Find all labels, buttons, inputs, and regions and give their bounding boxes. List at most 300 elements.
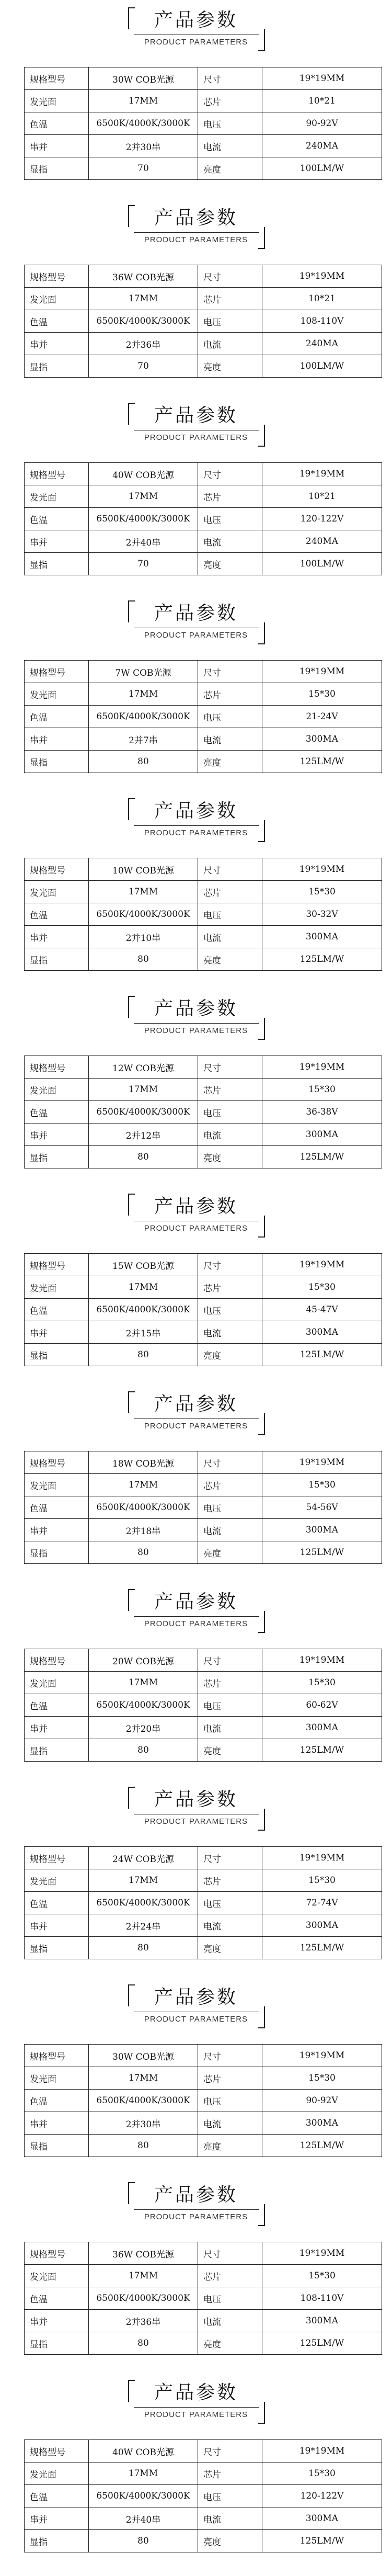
table-row [25, 355, 382, 378]
label-chip: 芯片 [198, 288, 262, 310]
value-efficacy: 125LM/W [262, 1344, 382, 1366]
value-model: 24W COB光源 [89, 1847, 198, 1869]
label-cri: 显指 [25, 1344, 89, 1366]
value-current: 240MA [262, 530, 382, 553]
value-cri: 80 [89, 1344, 198, 1366]
section-subtitle: PRODUCT PARAMETERS [144, 631, 248, 640]
section-title: 产品参数 [154, 9, 238, 31]
value-voltage: 72-74V [262, 1892, 382, 1914]
value-cct: 6500K/4000K/3000K [89, 903, 198, 926]
value-current: 240MA [262, 333, 382, 355]
value-cct: 6500K/4000K/3000K [89, 1101, 198, 1124]
table-row [25, 1299, 382, 1321]
value-model: 40W COB光源 [89, 463, 198, 485]
value-surface: 17MM [89, 1869, 198, 1892]
label-series: 串并 [25, 926, 89, 948]
label-chip: 芯片 [198, 1474, 262, 1496]
section-subtitle: PRODUCT PARAMETERS [144, 1026, 248, 1035]
value-cri: 80 [89, 2332, 198, 2355]
label-voltage: 电压 [198, 2485, 262, 2507]
spec-table [24, 2044, 382, 2157]
label-efficacy: 亮度 [198, 948, 262, 971]
table-row [25, 90, 382, 112]
value-cri: 80 [89, 2135, 198, 2157]
table-row [25, 553, 382, 575]
value-chip: 15*30 [262, 683, 382, 706]
value-surface: 17MM [89, 881, 198, 903]
label-cri: 显指 [25, 553, 89, 575]
label-cri: 显指 [25, 355, 89, 378]
table-row [25, 2462, 382, 2485]
parameter-section [0, 593, 392, 791]
label-voltage: 电压 [198, 310, 262, 333]
table-row [25, 2287, 382, 2310]
parameter-section [0, 989, 392, 1186]
label-series: 串并 [25, 2112, 89, 2135]
value-current: 300MA [262, 1717, 382, 1739]
label-cri: 显指 [25, 1541, 89, 1564]
label-cct: 色温 [25, 2090, 89, 2112]
value-cct: 6500K/4000K/3000K [89, 1496, 198, 1519]
label-efficacy: 亮度 [198, 355, 262, 378]
label-voltage: 电压 [198, 1101, 262, 1124]
value-series: 2并12串 [89, 1124, 198, 1146]
label-model: 规格型号 [25, 1649, 89, 1672]
value-voltage: 21-24V [262, 706, 382, 728]
value-current: 300MA [262, 2112, 382, 2135]
value-cri: 80 [89, 948, 198, 971]
value-efficacy: 100LM/W [262, 157, 382, 180]
table-row [25, 1541, 382, 1564]
section-subtitle: PRODUCT PARAMETERS [144, 38, 248, 47]
label-series: 串并 [25, 1717, 89, 1739]
table-row [25, 1321, 382, 1344]
label-cri: 显指 [25, 2135, 89, 2157]
value-size: 19*19MM [262, 1451, 382, 1474]
value-size: 19*19MM [262, 2242, 382, 2265]
parameter-section [0, 0, 392, 198]
section-header [0, 1589, 392, 1636]
value-series: 2并36串 [89, 333, 198, 355]
value-surface: 17MM [89, 683, 198, 706]
table-row [25, 1276, 382, 1299]
label-series: 串并 [25, 728, 89, 751]
value-voltage: 36-38V [262, 1101, 382, 1124]
label-surface: 发光面 [25, 2462, 89, 2485]
value-series: 2并18串 [89, 1519, 198, 1541]
value-cct: 6500K/4000K/3000K [89, 310, 198, 333]
value-series: 2并24串 [89, 1914, 198, 1937]
label-model: 规格型号 [25, 265, 89, 288]
label-cri: 显指 [25, 2530, 89, 2552]
value-cri: 80 [89, 751, 198, 773]
value-cri: 70 [89, 553, 198, 575]
label-current: 电流 [198, 1124, 262, 1146]
value-voltage: 120-122V [262, 2485, 382, 2507]
section-subtitle: PRODUCT PARAMETERS [144, 433, 248, 442]
label-chip: 芯片 [198, 881, 262, 903]
value-cct: 6500K/4000K/3000K [89, 706, 198, 728]
value-cri: 80 [89, 1146, 198, 1168]
section-title: 产品参数 [154, 1393, 238, 1415]
section-subtitle: PRODUCT PARAMETERS [144, 2015, 248, 2024]
spec-table [24, 462, 382, 575]
label-chip: 芯片 [198, 683, 262, 706]
section-header [0, 2182, 392, 2229]
value-efficacy: 100LM/W [262, 553, 382, 575]
parameter-section [0, 1384, 392, 1582]
value-cct: 6500K/4000K/3000K [89, 112, 198, 135]
section-header [0, 600, 392, 648]
label-surface: 发光面 [25, 485, 89, 508]
label-current: 电流 [198, 333, 262, 355]
label-voltage: 电压 [198, 1496, 262, 1519]
table-row [25, 1451, 382, 1474]
value-series: 2并15串 [89, 1321, 198, 1344]
label-model: 规格型号 [25, 67, 89, 90]
value-surface: 17MM [89, 1474, 198, 1496]
spec-table [24, 1846, 382, 1959]
table-row [25, 948, 382, 971]
label-current: 电流 [198, 1717, 262, 1739]
table-row [25, 881, 382, 903]
value-surface: 17MM [89, 1276, 198, 1299]
table-row [25, 2485, 382, 2507]
value-series: 2并7串 [89, 728, 198, 751]
value-current: 300MA [262, 2310, 382, 2332]
value-model: 36W COB光源 [89, 2242, 198, 2265]
value-voltage: 120-122V [262, 508, 382, 530]
section-subtitle: PRODUCT PARAMETERS [144, 235, 248, 244]
table-row [25, 1496, 382, 1519]
value-cri: 80 [89, 1739, 198, 1762]
table-row [25, 706, 382, 728]
value-model: 15W COB光源 [89, 1254, 198, 1276]
table-row [25, 1892, 382, 1914]
label-cct: 色温 [25, 1299, 89, 1321]
section-title: 产品参数 [154, 1789, 238, 1810]
value-series: 2并40串 [89, 2507, 198, 2530]
table-row [25, 1474, 382, 1496]
value-efficacy: 125LM/W [262, 751, 382, 773]
section-subtitle: PRODUCT PARAMETERS [144, 1422, 248, 1431]
label-size: 尺寸 [198, 265, 262, 288]
value-cct: 6500K/4000K/3000K [89, 1892, 198, 1914]
value-current: 300MA [262, 1124, 382, 1146]
table-row [25, 1869, 382, 1892]
value-size: 19*19MM [262, 661, 382, 683]
section-header [0, 2380, 392, 2427]
label-series: 串并 [25, 1321, 89, 1344]
label-cri: 显指 [25, 948, 89, 971]
label-chip: 芯片 [198, 1276, 262, 1299]
value-efficacy: 125LM/W [262, 2135, 382, 2157]
table-row [25, 67, 382, 90]
value-voltage: 54-56V [262, 1496, 382, 1519]
parameter-section [0, 395, 392, 593]
value-cct: 6500K/4000K/3000K [89, 2287, 198, 2310]
label-model: 规格型号 [25, 661, 89, 683]
label-surface: 发光面 [25, 2067, 89, 2090]
spec-table [24, 858, 382, 971]
value-size: 19*19MM [262, 265, 382, 288]
table-row [25, 265, 382, 288]
label-efficacy: 亮度 [198, 2530, 262, 2552]
value-efficacy: 100LM/W [262, 355, 382, 378]
table-row [25, 926, 382, 948]
section-title: 产品参数 [154, 1987, 238, 2008]
label-voltage: 电压 [198, 1892, 262, 1914]
label-size: 尺寸 [198, 661, 262, 683]
label-chip: 芯片 [198, 1079, 262, 1101]
value-cct: 6500K/4000K/3000K [89, 1299, 198, 1321]
table-row [25, 1937, 382, 1959]
section-header [0, 205, 392, 252]
label-cct: 色温 [25, 903, 89, 926]
value-size: 19*19MM [262, 1847, 382, 1869]
label-efficacy: 亮度 [198, 2332, 262, 2355]
table-row [25, 728, 382, 751]
label-voltage: 电压 [198, 1694, 262, 1717]
label-series: 串并 [25, 1914, 89, 1937]
label-chip: 芯片 [198, 1672, 262, 1694]
value-model: 18W COB光源 [89, 1451, 198, 1474]
label-efficacy: 亮度 [198, 553, 262, 575]
section-title: 产品参数 [154, 2382, 238, 2403]
table-row [25, 1056, 382, 1079]
section-title: 产品参数 [154, 207, 238, 229]
table-row [25, 2067, 382, 2090]
label-size: 尺寸 [198, 1451, 262, 1474]
value-size: 19*19MM [262, 858, 382, 881]
value-surface: 17MM [89, 1079, 198, 1101]
value-surface: 17MM [89, 485, 198, 508]
spec-table [24, 1649, 382, 1762]
label-surface: 发光面 [25, 1276, 89, 1299]
label-voltage: 电压 [198, 903, 262, 926]
section-subtitle: PRODUCT PARAMETERS [144, 1817, 248, 1826]
label-size: 尺寸 [198, 2242, 262, 2265]
label-series: 串并 [25, 135, 89, 157]
table-row [25, 1717, 382, 1739]
value-size: 19*19MM [262, 2045, 382, 2067]
section-subtitle: PRODUCT PARAMETERS [144, 1224, 248, 1233]
label-cct: 色温 [25, 2485, 89, 2507]
value-size: 19*19MM [262, 463, 382, 485]
label-size: 尺寸 [198, 858, 262, 881]
parameter-section [0, 791, 392, 989]
section-header [0, 1194, 392, 1241]
value-voltage: 45-47V [262, 1299, 382, 1321]
value-voltage: 108-110V [262, 2287, 382, 2310]
label-efficacy: 亮度 [198, 2135, 262, 2157]
table-row [25, 2310, 382, 2332]
label-cri: 显指 [25, 1937, 89, 1959]
section-title: 产品参数 [154, 800, 238, 822]
table-row [25, 2332, 382, 2355]
value-surface: 17MM [89, 288, 198, 310]
value-chip: 10*21 [262, 288, 382, 310]
table-row [25, 1101, 382, 1124]
table-row [25, 2090, 382, 2112]
value-voltage: 108-110V [262, 310, 382, 333]
table-row [25, 485, 382, 508]
section-subtitle: PRODUCT PARAMETERS [144, 829, 248, 837]
section-header [0, 1787, 392, 1834]
label-surface: 发光面 [25, 683, 89, 706]
label-current: 电流 [198, 2112, 262, 2135]
label-voltage: 电压 [198, 706, 262, 728]
table-row [25, 310, 382, 333]
table-row [25, 333, 382, 355]
parameter-section [0, 1582, 392, 1779]
value-model: 10W COB光源 [89, 858, 198, 881]
label-current: 电流 [198, 135, 262, 157]
value-cct: 6500K/4000K/3000K [89, 2485, 198, 2507]
section-header [0, 7, 392, 54]
label-surface: 发光面 [25, 90, 89, 112]
section-header [0, 1984, 392, 2032]
value-chip: 15*30 [262, 2462, 382, 2485]
value-series: 2并30串 [89, 135, 198, 157]
label-model: 规格型号 [25, 1254, 89, 1276]
label-cri: 显指 [25, 157, 89, 180]
value-series: 2并10串 [89, 926, 198, 948]
value-current: 300MA [262, 2507, 382, 2530]
label-size: 尺寸 [198, 67, 262, 90]
spec-table [24, 1253, 382, 1366]
table-row [25, 157, 382, 180]
table-row [25, 903, 382, 926]
label-chip: 芯片 [198, 2067, 262, 2090]
value-cct: 6500K/4000K/3000K [89, 2090, 198, 2112]
label-current: 电流 [198, 2310, 262, 2332]
table-row [25, 2045, 382, 2067]
value-surface: 17MM [89, 90, 198, 112]
value-efficacy: 125LM/W [262, 948, 382, 971]
table-row [25, 1694, 382, 1717]
table-row [25, 1847, 382, 1869]
value-model: 30W COB光源 [89, 67, 198, 90]
label-cri: 显指 [25, 751, 89, 773]
value-chip: 15*30 [262, 1079, 382, 1101]
table-row [25, 508, 382, 530]
table-row [25, 1672, 382, 1694]
label-current: 电流 [198, 1321, 262, 1344]
label-efficacy: 亮度 [198, 157, 262, 180]
value-surface: 17MM [89, 2265, 198, 2287]
table-row [25, 135, 382, 157]
label-cct: 色温 [25, 310, 89, 333]
table-row [25, 463, 382, 485]
label-voltage: 电压 [198, 2287, 262, 2310]
label-surface: 发光面 [25, 288, 89, 310]
value-size: 19*19MM [262, 1649, 382, 1672]
table-row [25, 1254, 382, 1276]
label-efficacy: 亮度 [198, 1146, 262, 1168]
value-series: 2并40串 [89, 530, 198, 553]
label-voltage: 电压 [198, 508, 262, 530]
table-row [25, 1079, 382, 1101]
value-efficacy: 125LM/W [262, 1541, 382, 1564]
value-current: 300MA [262, 926, 382, 948]
parameter-section [0, 2373, 392, 2570]
value-voltage: 30-32V [262, 903, 382, 926]
label-series: 串并 [25, 530, 89, 553]
value-chip: 15*30 [262, 2265, 382, 2287]
label-series: 串并 [25, 333, 89, 355]
label-surface: 发光面 [25, 2265, 89, 2287]
table-row [25, 1519, 382, 1541]
label-series: 串并 [25, 2507, 89, 2530]
label-size: 尺寸 [198, 1056, 262, 1079]
section-title: 产品参数 [154, 603, 238, 624]
label-efficacy: 亮度 [198, 1344, 262, 1366]
section-title: 产品参数 [154, 998, 238, 1019]
value-current: 240MA [262, 135, 382, 157]
value-voltage: 90-92V [262, 2090, 382, 2112]
table-row [25, 751, 382, 773]
label-cct: 色温 [25, 1892, 89, 1914]
label-cri: 显指 [25, 2332, 89, 2355]
value-chip: 15*30 [262, 2067, 382, 2090]
value-model: 12W COB光源 [89, 1056, 198, 1079]
spec-table [24, 2242, 382, 2355]
value-model: 36W COB光源 [89, 265, 198, 288]
value-size: 19*19MM [262, 2440, 382, 2462]
value-size: 19*19MM [262, 67, 382, 90]
header-divider [134, 2407, 259, 2408]
value-current: 300MA [262, 728, 382, 751]
value-cri: 70 [89, 355, 198, 378]
label-size: 尺寸 [198, 1649, 262, 1672]
label-series: 串并 [25, 2310, 89, 2332]
label-voltage: 电压 [198, 2090, 262, 2112]
value-chip: 10*21 [262, 485, 382, 508]
value-efficacy: 125LM/W [262, 1739, 382, 1762]
label-cct: 色温 [25, 1694, 89, 1717]
label-current: 电流 [198, 926, 262, 948]
label-surface: 发光面 [25, 1474, 89, 1496]
parameter-section [0, 1779, 392, 1977]
section-header [0, 1391, 392, 1438]
table-row [25, 2112, 382, 2135]
spec-table [24, 660, 382, 773]
header-divider [134, 2209, 259, 2210]
value-model: 7W COB光源 [89, 661, 198, 683]
value-series: 2并20串 [89, 1717, 198, 1739]
label-cri: 显指 [25, 1146, 89, 1168]
table-row [25, 2530, 382, 2552]
header-divider [134, 1616, 259, 1617]
label-series: 串并 [25, 1519, 89, 1541]
value-chip: 15*30 [262, 1869, 382, 1892]
label-surface: 发光面 [25, 1079, 89, 1101]
table-row [25, 661, 382, 683]
label-current: 电流 [198, 1914, 262, 1937]
label-current: 电流 [198, 530, 262, 553]
section-subtitle: PRODUCT PARAMETERS [144, 1619, 248, 1628]
value-current: 300MA [262, 1321, 382, 1344]
label-cct: 色温 [25, 508, 89, 530]
table-row [25, 1914, 382, 1937]
section-title: 产品参数 [154, 1196, 238, 1217]
table-row [25, 858, 382, 881]
value-size: 19*19MM [262, 1056, 382, 1079]
table-row [25, 1146, 382, 1168]
label-chip: 芯片 [198, 90, 262, 112]
table-row [25, 288, 382, 310]
